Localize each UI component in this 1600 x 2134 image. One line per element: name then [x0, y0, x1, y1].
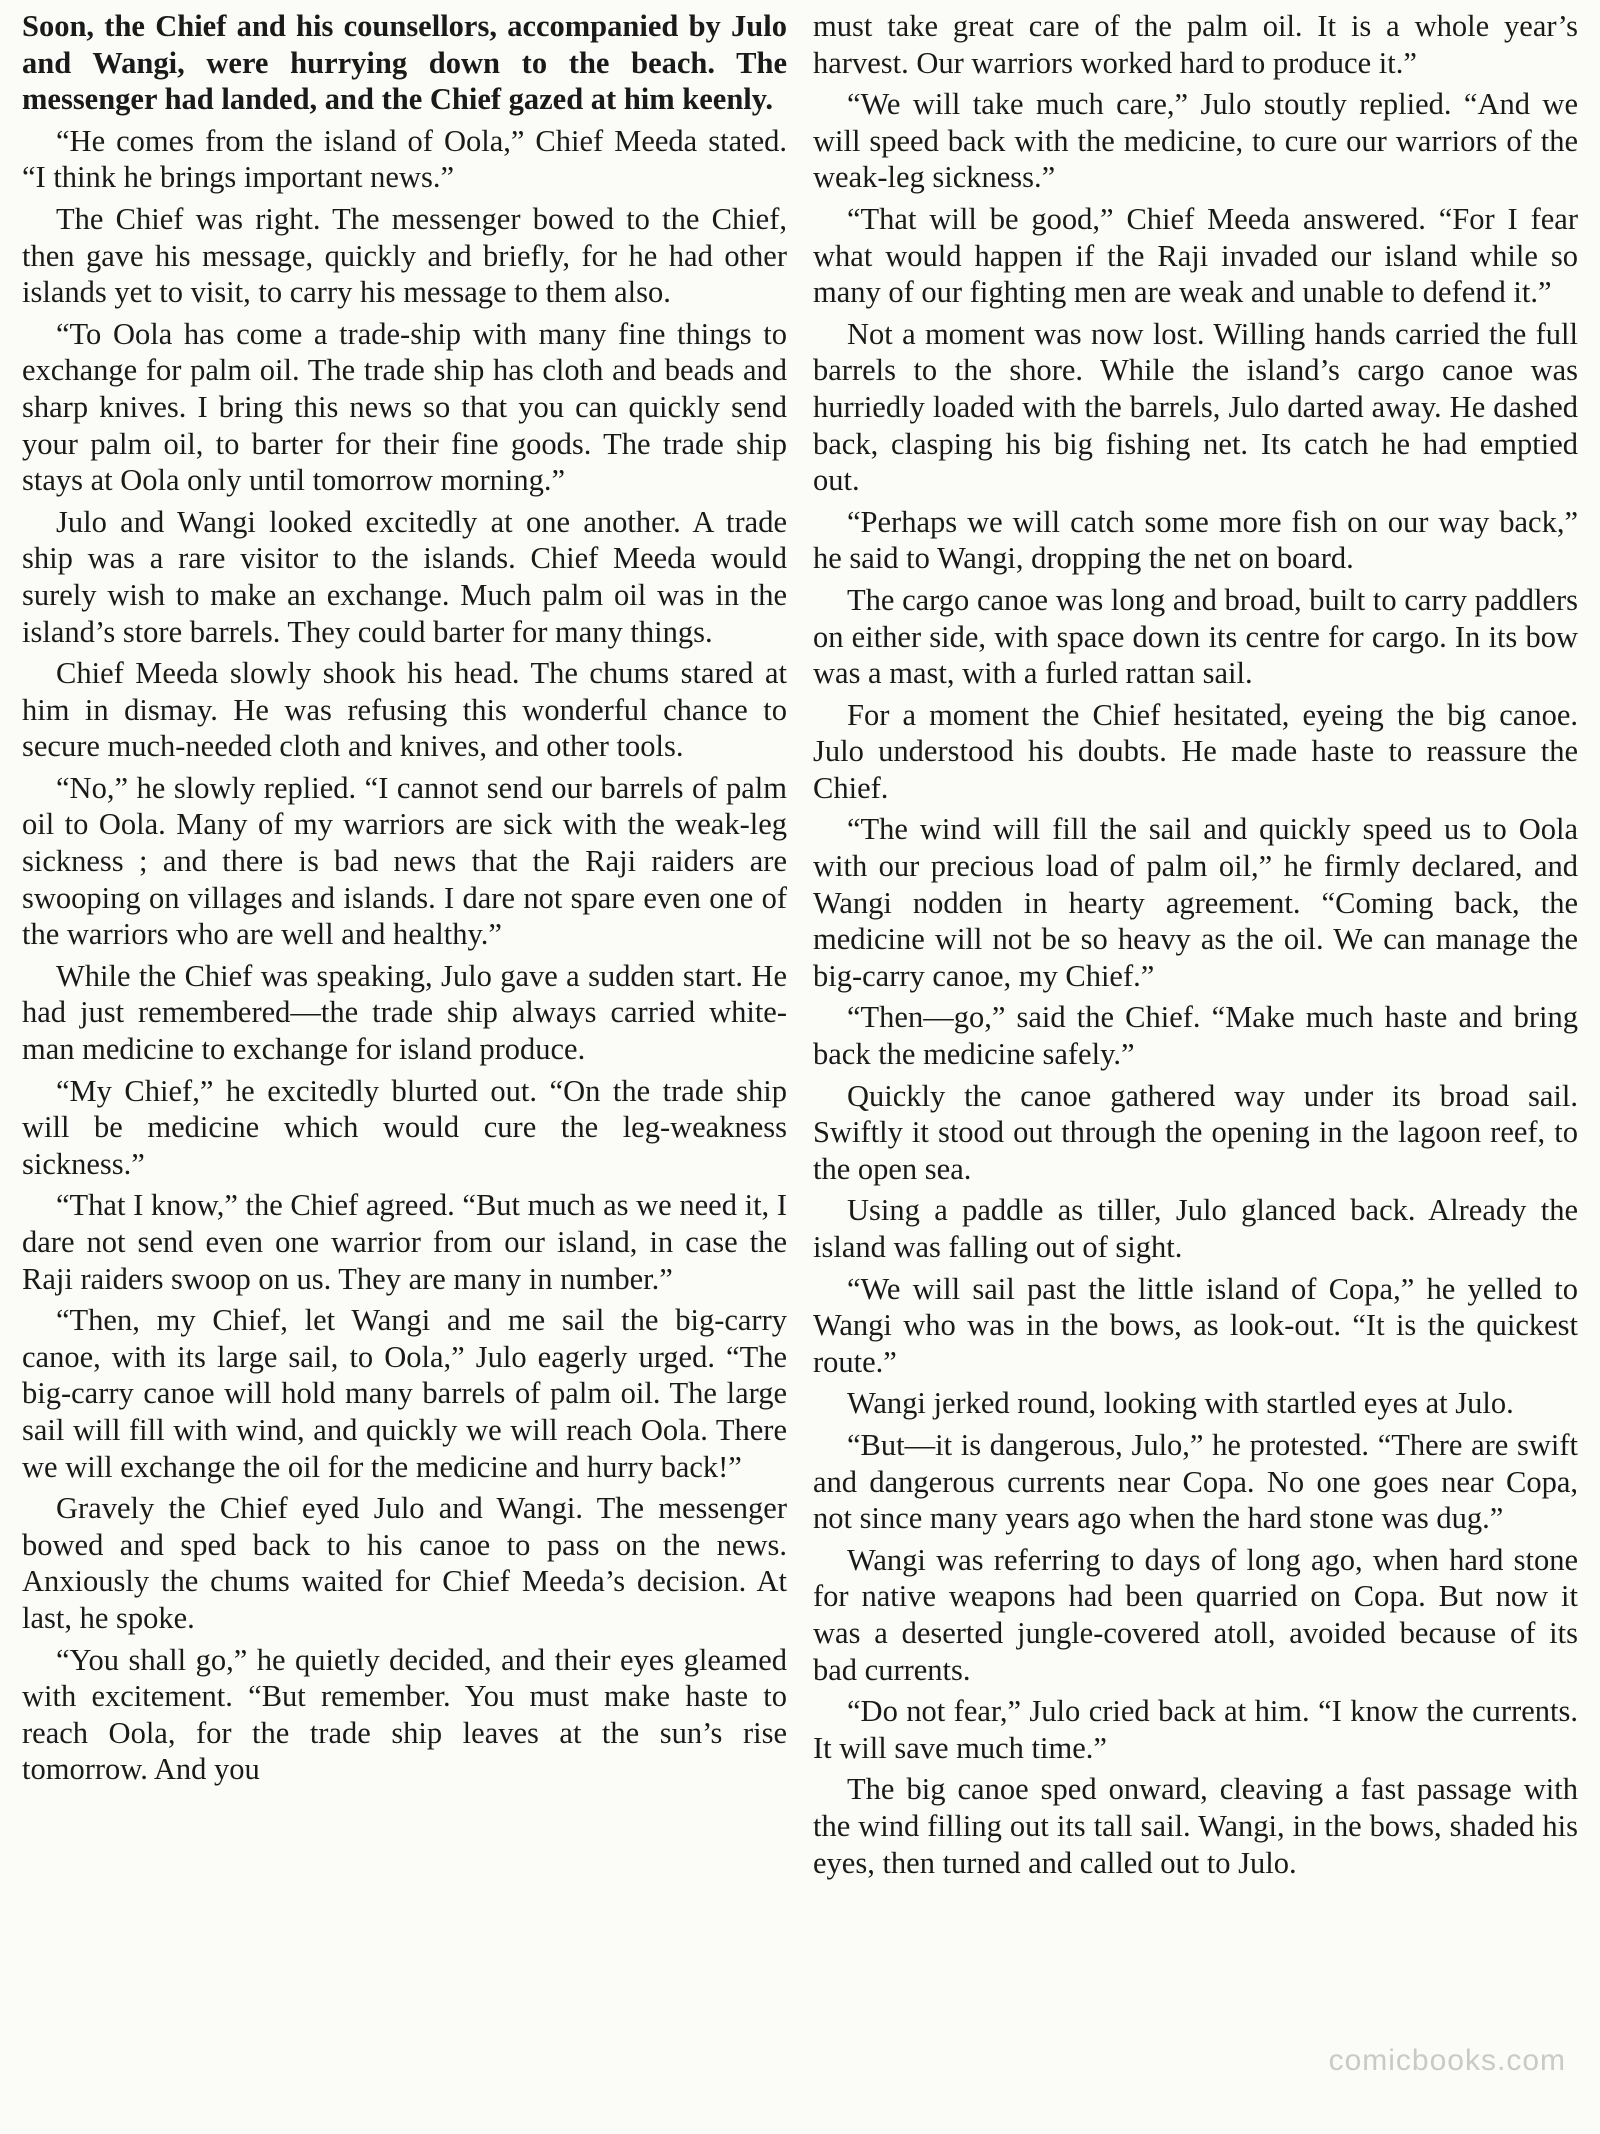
paragraph: “Do not fear,” Julo cried back at him. “I know the currents. It will save much time.” — [813, 1694, 1578, 1765]
story-page — [22, 8, 1578, 2126]
paragraph: Quickly the canoe gathered way under its broad sail. Swiftly it stood out through the opening in the lagoon reef, to the open sea. — [813, 1078, 1578, 1186]
paragraph: The cargo canoe was long and broad, built to carry paddlers on either side, with space down its centre for cargo. In its bow was a mast, with a furled rattan sail. — [813, 582, 1578, 691]
left-text-column — [22, 8, 787, 2126]
paragraph: Not a moment was now lost. Willing hands carried the full barrels to the shore. While the island’s cargo canoe was hurriedly loaded with the barrels, Julo darted away. He dashed back, clasping his big fishing net. Its catch he had emptied out. — [813, 316, 1578, 498]
paragraph: For a moment the Chief hesitated, eyeing the big canoe. Julo understood his doubts. He made haste to reassure the Chief. — [813, 697, 1578, 805]
right-text-column — [813, 8, 1578, 2126]
paragraph: “No,” he slowly replied. “I cannot send our barrels of palm oil to Oola. Many of my warriors are sick with the weak-leg sickness ; and there is bad news that the Raji raiders are swooping on villages and islands. I dare not spare even one of the warriors who are well and healthy.” — [22, 770, 787, 952]
paragraph: “That I know,” the Chief agreed. “But much as we need it, I dare not send even one warrior from our island, in case the Raji raiders swoop on us. They are many in number.” — [22, 1188, 787, 1296]
paragraph: “My Chief,” he excitedly blurted out. “On the trade ship will be medicine which would cure the leg-weakness sickness.” — [22, 1073, 787, 1181]
paragraph: “You shall go,” he quietly decided, and their eyes gleamed with excitement. “But remember. You must make haste to reach Oola, for the trade ship leaves at the sun’s rise tomorrow. And you — [22, 1642, 787, 1787]
paragraph: Julo and Wangi looked excitedly at one another. A trade ship was a rare visitor to the islands. Chief Meeda would surely wish to make an exchange. Much palm oil was in the island’s store barrels. They could barter for many things. — [22, 504, 787, 649]
paragraph: “To Oola has come a trade-ship with many fine things to exchange for palm oil. The trade ship has cloth and beads and sharp knives. I bring this news so that you can quickly send your palm oil, to barter for their fine goods. The trade ship stays at Oola only until tomorrow morning.” — [22, 316, 787, 498]
paragraph: “But—it is dangerous, Julo,” he protested. “There are swift and dangerous currents near Copa. No one goes near Copa, not since many years ago when the hard stone was dug.” — [813, 1427, 1578, 1536]
paragraph: “Then, my Chief, let Wangi and me sail the big-carry canoe, with its large sail, to Oola,” Julo eagerly urged. “The big-carry canoe will hold many barrels of palm oil. The large sail will fill with wind, and quickly we will reach Oola. There we will exchange the oil for the medicine and hurry back!” — [22, 1303, 787, 1484]
paragraph: “We will sail past the little island of Copa,” he yelled to Wangi who was in the bows, as look-out. “It is the quickest route.” — [813, 1271, 1578, 1379]
paragraph: “That will be good,” Chief Meeda answered. “For I fear what would happen if the Raji invaded our island while so many of our fighting men are weak and unable to defend it.” — [813, 201, 1578, 310]
paragraph: Using a paddle as tiller, Julo glanced back. Already the island was falling out of sight. — [813, 1193, 1578, 1264]
paragraph: The Chief was right. The messenger bowed to the Chief, then gave his message, quickly and briefly, for he had other islands yet to visit, to carry his message to them also. — [22, 201, 787, 310]
paragraph: Wangi was referring to days of long ago, when hard stone for native weapons had been quarried on Copa. But now it was a deserted jungle-covered atoll, avoided because of its bad currents. — [813, 1542, 1578, 1687]
paragraph: Gravely the Chief eyed Julo and Wangi. The messenger bowed and sped back to his canoe to pass on the news. Anxiously the chums waited for Chief Meeda’s decision. At last, he spoke. — [22, 1491, 787, 1635]
paragraph: Wangi jerked round, looking with startled eyes at Julo. — [847, 1386, 1514, 1421]
paragraph: The big canoe sped onward, cleaving a fast passage with the wind filling out its tall sail. Wangi, in the bows, shaded his eyes, then turned and called out to Julo. — [813, 1772, 1578, 1880]
paragraph: must take great care of the palm oil. It is a whole year’s harvest. Our warriors worked hard to produce it.” — [813, 9, 1578, 80]
paragraph: “Then—go,” said the Chief. “Make much haste and bring back the medicine safely.” — [813, 1000, 1578, 1072]
paragraph: While the Chief was speaking, Julo gave a sudden start. He had just remembered—the trade ship always carried white-man medicine to exchange for island produce. — [22, 958, 787, 1067]
paragraph: Chief Meeda slowly shook his head. The chums stared at him in dismay. He was refusing this wonderful chance to secure much-needed cloth and knives, and other tools. — [22, 656, 787, 764]
paragraph: “The wind will fill the sail and quickly speed us to Oola with our precious load of palm oil,” he firmly declared, and Wangi nodden in hearty agreement. “Coming back, the medicine will not be so heavy as the oil. We can manage the big-carry canoe, my Chief.” — [813, 812, 1578, 993]
paragraph: “He comes from the island of Oola,” Chief Meeda stated. “I think he brings important news.” — [22, 123, 787, 195]
watermark: comicbooks.com — [1328, 2044, 1566, 2077]
paragraph: Soon, the Chief and his counsellors, accompanied by Julo and Wangi, were hurrying down to the beach. The messenger had landed, and the Chief gazed at him keenly. — [22, 9, 787, 117]
paragraph: “We will take much care,” Julo stoutly replied. “And we will speed back with the medicine, to cure our warriors of the weak-leg sickness.” — [813, 87, 1578, 195]
paragraph: “Perhaps we will catch some more fish on our way back,” he said to Wangi, dropping the net on board. — [813, 504, 1578, 576]
